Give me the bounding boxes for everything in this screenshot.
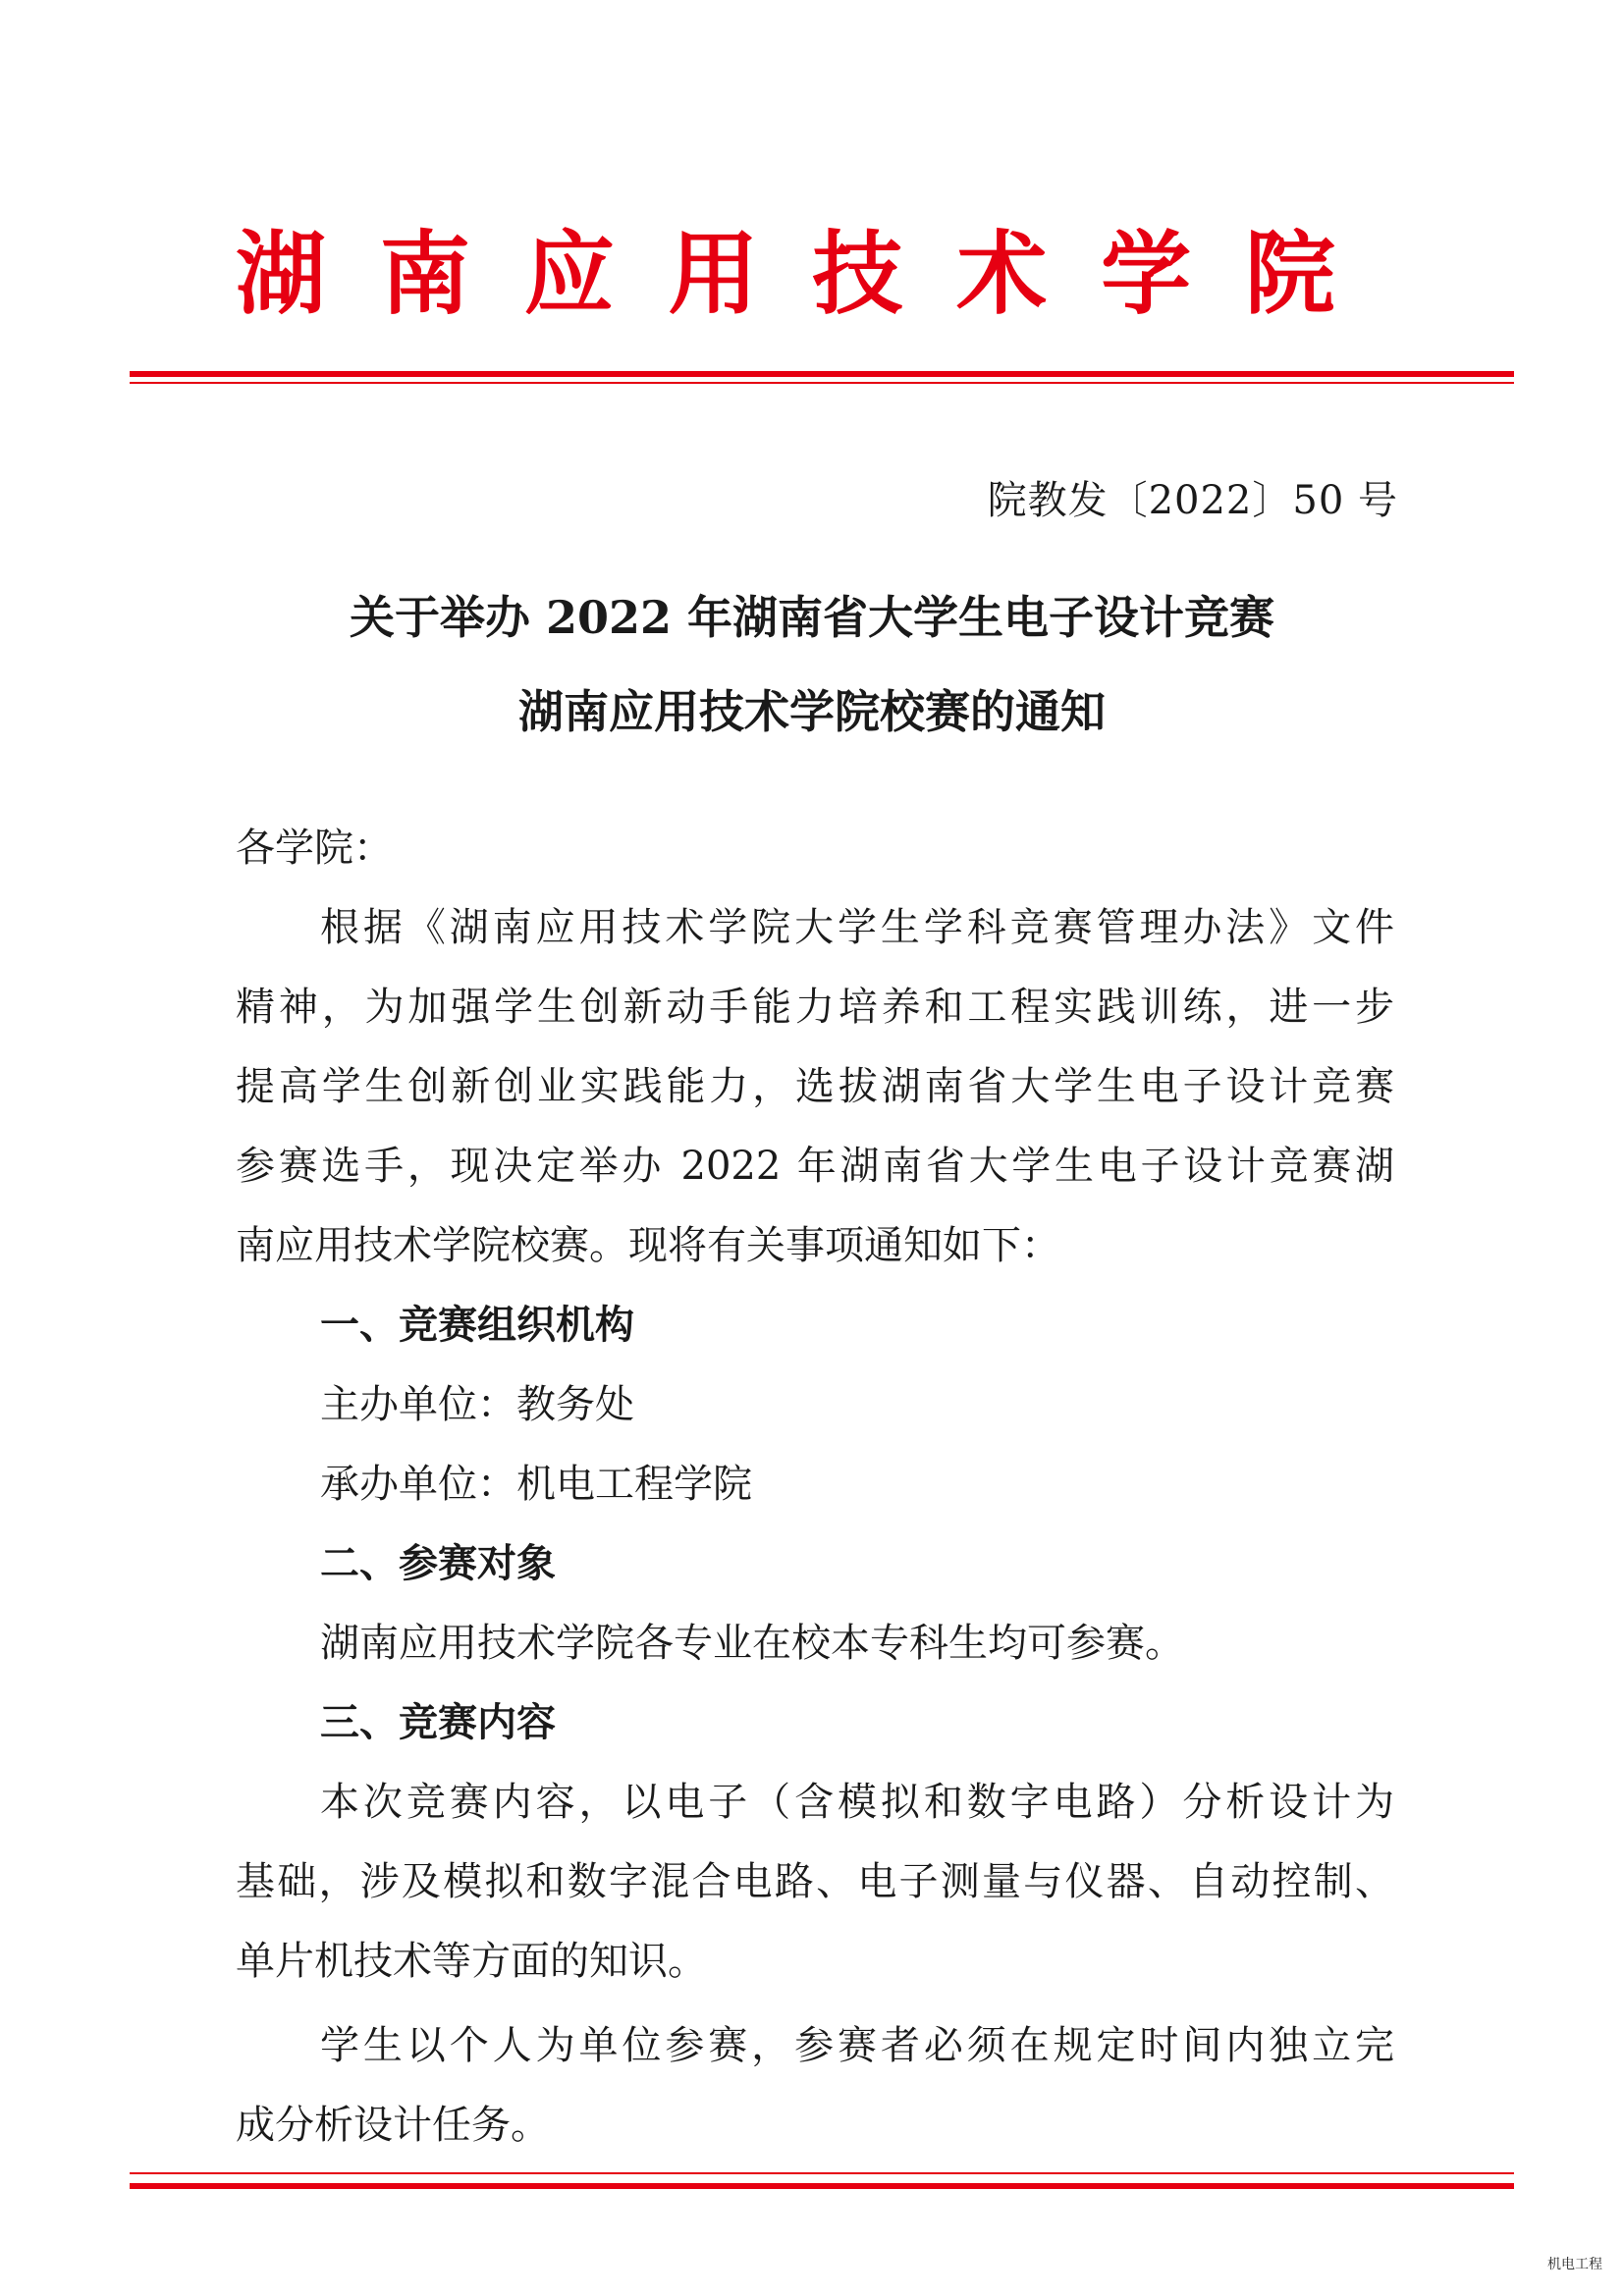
masthead-char: 应 <box>523 222 615 327</box>
masthead-char: 学 <box>1101 222 1192 327</box>
host-unit: 主办单位：教务处 <box>320 1382 634 1427</box>
masthead-char: 湖 <box>236 222 327 327</box>
body-line: 提高学生创新创业实践能力，选拔湖南省大学生电子设计竞赛 <box>236 1064 1394 1109</box>
section-heading: 一、竞赛组织机构 <box>320 1303 634 1348</box>
header-rule-thick <box>130 371 1514 377</box>
masthead-char: 术 <box>956 222 1048 327</box>
body-line: 学生以个人为单位参赛，参赛者必须在规定时间内独立完 <box>320 2023 1394 2068</box>
masthead-char: 院 <box>1244 222 1335 327</box>
masthead-char: 用 <box>668 222 759 327</box>
document-number: 院教发〔2022〕50 号 <box>987 478 1398 523</box>
footer-rule-thick <box>130 2183 1514 2189</box>
body-line: 成分析设计任务。 <box>236 2103 550 2148</box>
salutation: 各学院： <box>236 826 393 871</box>
title-line-2: 湖南应用技术学院校赛的通知 <box>518 685 1106 738</box>
body-line: 精神，为加强学生创新动手能力培养和工程实践训练，进一步 <box>236 985 1394 1030</box>
body-line: 根据《湖南应用技术学院大学生学科竞赛管理办法》文件 <box>320 905 1394 950</box>
footer-tag: 机电工程 <box>1547 2257 1602 2272</box>
section-heading: 三、竞赛内容 <box>320 1700 556 1745</box>
body-line: 本次竞赛内容，以电子（含模拟和数字电路）分析设计为 <box>320 1780 1394 1825</box>
header-rule-thin <box>130 382 1514 384</box>
masthead-title <box>236 216 1335 334</box>
document-body <box>236 809 1394 2165</box>
masthead-char: 南 <box>379 222 470 327</box>
organizer-unit: 承办单位：机电工程学院 <box>320 1462 752 1507</box>
eligibility-text: 湖南应用技术学院各专业在校本专科生均可参赛。 <box>320 1621 1184 1666</box>
masthead-char: 技 <box>812 222 903 327</box>
body-line: 参赛选手，现决定举办 2022 年湖南省大学生电子设计竞赛湖 <box>236 1144 1394 1189</box>
body-line: 单片机技术等方面的知识。 <box>236 1939 707 1984</box>
body-line: 南应用技术学院校赛。现将有关事项通知如下： <box>236 1223 1060 1268</box>
title-line-1: 关于举办 2022 年湖南省大学生电子设计竞赛 <box>349 591 1275 644</box>
section-heading: 二、参赛对象 <box>320 1541 556 1586</box>
footer-rule-thin <box>130 2172 1514 2174</box>
body-line: 基础，涉及模拟和数字混合电路、电子测量与仪器、自动控制、 <box>236 1859 1394 1904</box>
